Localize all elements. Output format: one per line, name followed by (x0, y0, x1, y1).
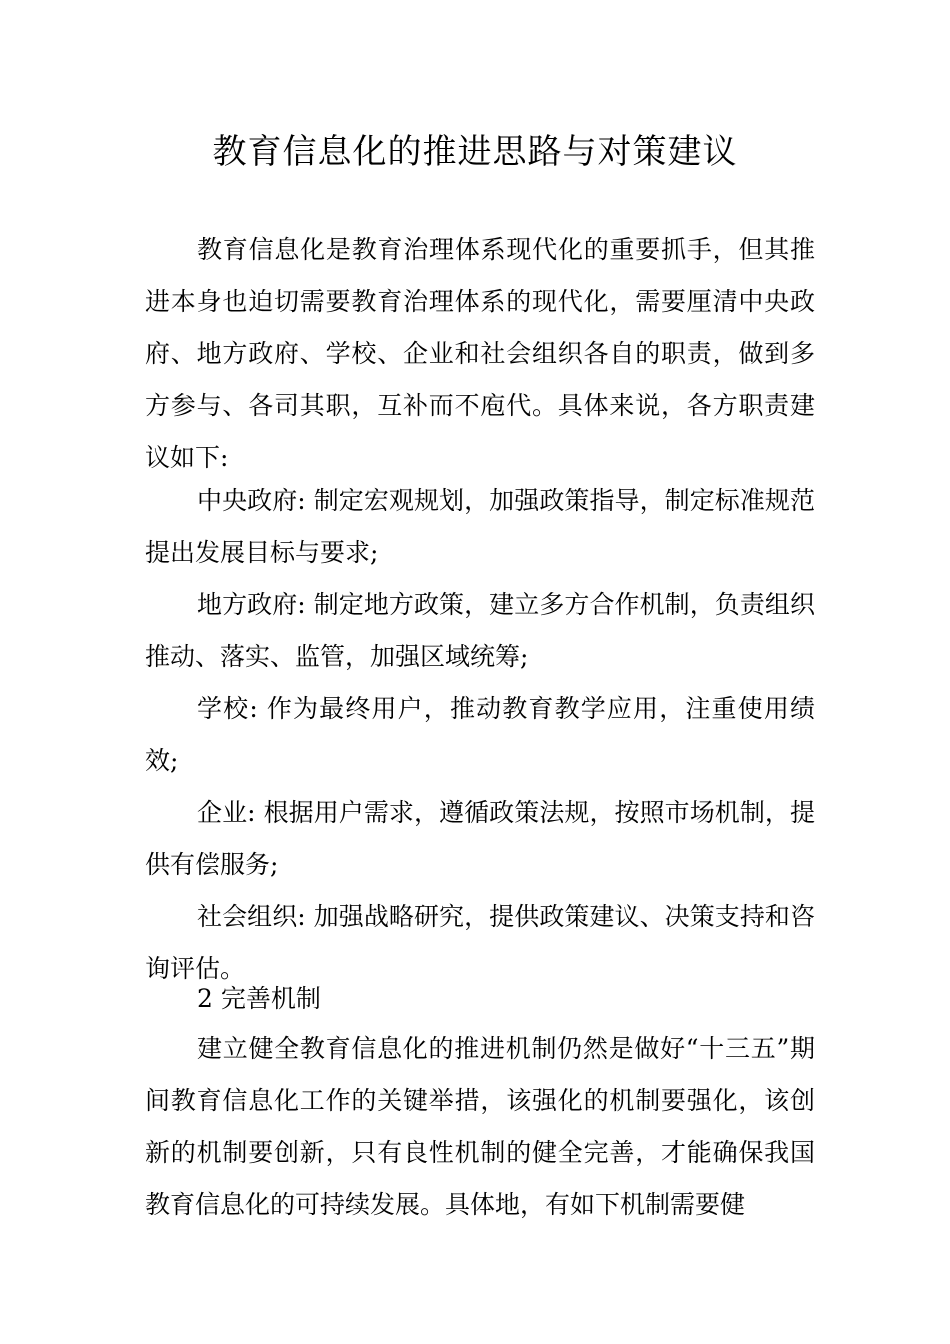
role-item-social-organization: 社会组织: 加强战略研究，提供政策建议、决策支持和咨询评估。 (145, 902, 815, 983)
role-item-central-government: 中央政府: 制定宏观规划，加强政策指导，制定标准规范提出发展目标与要求; (145, 486, 815, 567)
intro-paragraph (145, 224, 815, 484)
role-item-enterprise: 企业: 根据用户需求，遵循政策法规，按照市场机制，提供有偿服务; (145, 798, 815, 879)
section-heading-text: 2 完善机制 (197, 984, 321, 1013)
role-item-local-government: 地方政府: 制定地方政策，建立多方合作机制，负责组织推动、落实、监管，加强区域统筹; (145, 590, 815, 671)
document-title: 教育信息化的推进思路与对策建议 (212, 132, 738, 172)
section-paragraph (145, 1023, 815, 1231)
intro-text: 教育信息化是教育治理体系现代化的重要抓手，但其推进本身也迫切需要教育治理体系的现代化，需要厘清中央政府、地方政府、学校、企业和社会组织各自的职责，做到多方参与、各司其职，互补而不庖代。具体来说，各方职责建议如下: (145, 235, 815, 472)
section-text: 建立健全教育信息化的推进机制仍然是做好“十三五”期间教育信息化工作的关键举措，该强化的机制要强化，该创新的机制要创新，只有良性机制的健全完善，才能确保我国教育信息化的可持续发展。具体地，有如下机制需要健 (145, 1034, 815, 1219)
role-item-school: 学校: 作为最终用户，推动教育教学应用，注重使用绩效; (145, 694, 815, 775)
roles-list (145, 475, 815, 995)
section-heading (145, 973, 815, 1025)
